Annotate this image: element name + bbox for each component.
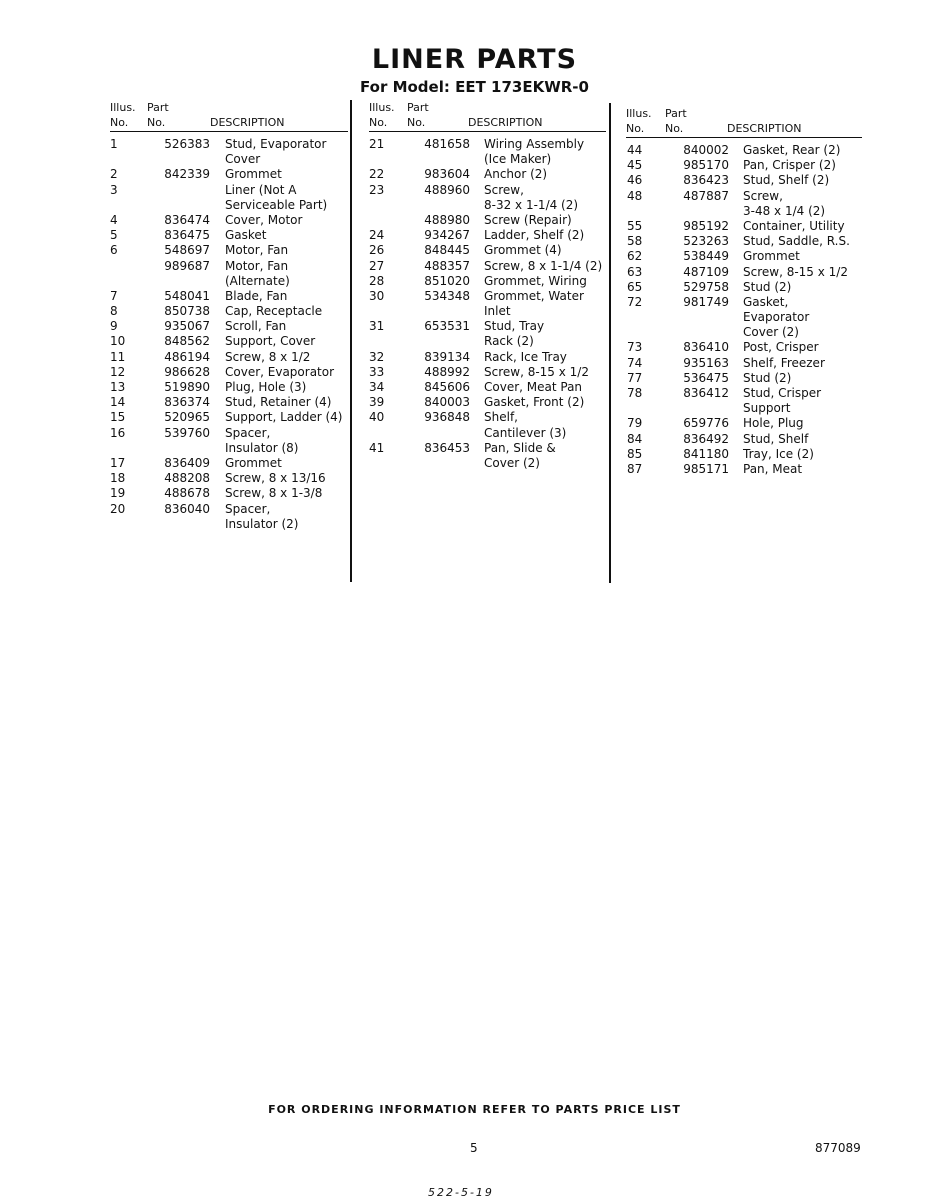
part-description: Blade, Fan [225, 288, 288, 303]
part-description: Grommet [743, 249, 800, 264]
part-description: Cover [225, 152, 261, 167]
illus-no: 11 [110, 349, 126, 364]
illus-no: 34 [369, 380, 385, 394]
illus-no: 48 [627, 188, 643, 203]
table-row [110, 456, 350, 471]
part-description: Gasket, Rear (2) [743, 143, 841, 157]
part-description: Liner (Not A [225, 182, 297, 197]
part-description: Pan, Crisper (2) [743, 158, 836, 173]
part-no-label: No. [407, 116, 426, 129]
illus-no: 13 [110, 380, 126, 394]
table-row [369, 213, 609, 228]
table-row [626, 325, 866, 340]
part-number: 848562 [164, 334, 210, 349]
table-row [110, 426, 350, 441]
part-number: 845606 [424, 380, 470, 394]
part-description: Post, Crisper [743, 340, 819, 355]
table-row [369, 319, 609, 334]
table-row [369, 456, 609, 471]
table-row [110, 213, 350, 228]
part-description: Screw, 8 x 13/16 [225, 471, 326, 486]
column-header [369, 100, 606, 130]
table-row [369, 289, 609, 304]
part-number: 840003 [424, 395, 470, 410]
table-row [110, 502, 350, 517]
illus-no: 40 [369, 410, 385, 425]
illus-no: 55 [627, 218, 643, 233]
illus-no: 5 [110, 228, 118, 243]
part-description: Insulator (8) [225, 440, 299, 455]
illus-no: 14 [110, 395, 126, 410]
part-description: (Ice Maker) [484, 152, 552, 167]
table-row [110, 471, 350, 486]
part-number: 523263 [683, 234, 729, 249]
illus-no: 10 [110, 334, 126, 349]
part-number: 836453 [424, 440, 470, 455]
part-description: Screw, 8 x 1/2 [225, 349, 311, 364]
header-rule [626, 137, 862, 138]
table-row [369, 426, 609, 441]
column-header [626, 106, 862, 136]
part-number: 539760 [164, 425, 210, 440]
table-row [369, 274, 609, 289]
part-description: (Alternate) [225, 273, 290, 288]
part-number: 488357 [424, 258, 470, 273]
description-label: DESCRIPTION [468, 116, 543, 129]
part-number: 851020 [424, 273, 470, 288]
part-description: Motor, Fan [225, 258, 289, 273]
table-row [369, 380, 609, 395]
part-description: Cover, Meat Pan [484, 380, 583, 394]
part-description: Grommet, Wiring [484, 273, 587, 288]
ordering-note: FOR ORDERING INFORMATION REFER TO PARTS PRICE LIST [268, 1103, 681, 1116]
part-description: Stud, Evaporator [225, 137, 327, 151]
table-row [110, 486, 350, 501]
part-description: Scroll, Fan [225, 319, 287, 334]
part-number: 836040 [164, 501, 210, 516]
part-number: 935163 [683, 355, 729, 370]
column-header [110, 100, 348, 130]
table-row [369, 228, 609, 243]
illus-no: 22 [369, 167, 385, 182]
part-number: 989687 [164, 258, 210, 273]
illus-no: 26 [369, 243, 385, 258]
illus-no: 33 [369, 364, 385, 379]
part-number: 520965 [164, 410, 210, 425]
part-number: 839134 [424, 349, 470, 364]
parts-list [110, 137, 350, 532]
illus-label: Illus. [626, 107, 652, 120]
table-row [110, 198, 350, 213]
illus-no: 4 [110, 212, 118, 227]
illus-no: 23 [369, 182, 385, 197]
page-title: LINER PARTS [371, 44, 578, 75]
part-description: Gasket [225, 228, 267, 243]
column-divider [609, 103, 611, 583]
part-description: Cover, Motor [225, 212, 303, 227]
part-description: Insulator (2) [225, 516, 299, 531]
table-row [369, 259, 609, 274]
table-row [369, 334, 609, 349]
page-number: 5 [470, 1141, 478, 1155]
part-description: Screw, [484, 182, 524, 197]
parts-list [626, 143, 866, 477]
table-row [626, 295, 866, 310]
parts-list [369, 137, 609, 471]
no-label: No. [626, 122, 645, 135]
no-label: No. [369, 116, 388, 129]
table-row [369, 183, 609, 198]
part-number: 836374 [164, 395, 210, 410]
part-description: Grommet (4) [484, 243, 562, 258]
illus-no: 44 [627, 143, 643, 157]
illus-no: 46 [627, 173, 643, 188]
part-description: Gasket, Front (2) [484, 395, 585, 410]
part-description: Grommet [225, 167, 282, 182]
illus-no: 85 [627, 446, 643, 461]
table-row [626, 310, 866, 325]
part-number: 836412 [683, 386, 729, 400]
part-number: 487109 [683, 264, 729, 279]
table-row [369, 410, 609, 425]
part-description: Motor, Fan [225, 243, 289, 258]
part-number: 488960 [424, 182, 470, 197]
part-description: Screw, 8-15 x 1/2 [743, 264, 848, 279]
part-description: Ladder, Shelf (2) [484, 228, 585, 243]
table-row [369, 198, 609, 213]
part-description: Stud, Shelf (2) [743, 173, 830, 188]
illus-no: 31 [369, 319, 385, 334]
illus-label: Illus. [369, 101, 395, 114]
stamp-mark: 522-5-19 [428, 1186, 494, 1199]
parts-column-3 [626, 106, 862, 476]
parts-column-2 [369, 100, 606, 470]
part-description: Support [743, 401, 791, 416]
table-row [626, 204, 866, 219]
table-row [626, 249, 866, 264]
part-number: 842339 [164, 167, 210, 182]
table-row [626, 371, 866, 386]
part-number: 488992 [424, 364, 470, 379]
part-description: Pan, Meat [743, 461, 803, 476]
table-row [626, 416, 866, 431]
part-description: Cap, Receptacle [225, 304, 323, 319]
parts-column-1 [110, 100, 348, 531]
description-label: DESCRIPTION [727, 122, 802, 135]
illus-no: 2 [110, 167, 118, 182]
table-row [626, 356, 866, 371]
part-number: 534348 [424, 288, 470, 303]
part-description: 8-32 x 1-1/4 (2) [484, 197, 579, 212]
illus-no: 30 [369, 288, 385, 303]
table-row [110, 410, 350, 425]
part-number: 935067 [164, 319, 210, 334]
table-row [110, 517, 350, 532]
part-number: 486194 [164, 349, 210, 364]
illus-no: 6 [110, 243, 118, 258]
table-row [626, 234, 866, 249]
illus-no: 87 [627, 461, 643, 476]
part-number: 850738 [164, 304, 210, 319]
model-subtitle: For Model: EET 173EKWR-0 [360, 78, 589, 96]
part-number: 836409 [164, 455, 210, 470]
part-label: Part [665, 107, 687, 120]
part-number: 481658 [424, 137, 470, 151]
illus-no: 27 [369, 258, 385, 273]
illus-no: 8 [110, 304, 118, 319]
illus-no: 79 [627, 416, 643, 431]
part-description: Evaporator [743, 310, 810, 325]
illus-no: 9 [110, 319, 118, 334]
header-rule [369, 131, 606, 132]
part-number: 519890 [164, 380, 210, 394]
part-number: 983604 [424, 167, 470, 182]
table-row [626, 462, 866, 477]
part-no-label: No. [147, 116, 166, 129]
part-description: Shelf, [484, 410, 518, 425]
table-row [626, 173, 866, 188]
part-number: 840002 [683, 143, 729, 157]
illus-no: 78 [627, 386, 643, 400]
part-number: 836475 [164, 228, 210, 243]
part-number: 936848 [424, 410, 470, 425]
part-description: Support, Ladder (4) [225, 410, 343, 425]
illus-no: 1 [110, 137, 118, 151]
header-rule [110, 131, 348, 132]
table-row [110, 350, 350, 365]
document-number: 877089 [815, 1141, 861, 1155]
table-row [369, 137, 609, 152]
part-number: 836474 [164, 212, 210, 227]
part-number: 488678 [164, 486, 210, 501]
table-row [369, 152, 609, 167]
illus-no: 16 [110, 425, 126, 440]
part-number: 836423 [683, 173, 729, 188]
part-no-label: No. [665, 122, 684, 135]
part-number: 836492 [683, 431, 729, 446]
illus-no: 73 [627, 340, 643, 355]
table-row [110, 380, 350, 395]
table-row [110, 365, 350, 380]
table-row [110, 259, 350, 274]
part-description: Screw, 8 x 1-3/8 [225, 486, 323, 501]
table-row [110, 395, 350, 410]
table-row [110, 167, 350, 182]
table-row [369, 243, 609, 258]
description-label: DESCRIPTION [210, 116, 285, 129]
part-number: 934267 [424, 228, 470, 243]
table-row [369, 304, 609, 319]
part-description: Grommet [225, 455, 282, 470]
table-row [110, 441, 350, 456]
part-description: Pan, Slide & [484, 440, 556, 455]
table-row [110, 183, 350, 198]
part-number: 488208 [164, 471, 210, 486]
part-number: 538449 [683, 249, 729, 264]
part-description: 3-48 x 1/4 (2) [743, 203, 826, 218]
part-number: 536475 [683, 370, 729, 385]
table-row [110, 137, 350, 152]
illus-no: 7 [110, 288, 118, 303]
part-label: Part [407, 101, 429, 114]
table-row [626, 432, 866, 447]
illus-label: Illus. [110, 101, 136, 114]
part-description: Spacer, [225, 425, 271, 440]
part-description: Plug, Hole (3) [225, 380, 307, 394]
table-row [369, 365, 609, 380]
part-description: Stud, Retainer (4) [225, 395, 332, 410]
table-row [110, 228, 350, 243]
part-description: Cover (2) [743, 325, 799, 340]
table-row [110, 304, 350, 319]
part-description: Inlet [484, 304, 511, 319]
part-number: 488980 [424, 212, 470, 227]
illus-no: 19 [110, 486, 126, 501]
illus-no: 21 [369, 137, 385, 151]
part-description: Anchor (2) [484, 167, 548, 182]
part-description: Rack, Ice Tray [484, 349, 567, 364]
part-number: 981749 [683, 294, 729, 309]
part-description: Cover, Evaporator [225, 364, 335, 379]
table-row [369, 350, 609, 365]
part-description: Cover (2) [484, 455, 540, 470]
table-row [626, 143, 866, 158]
column-divider [350, 100, 352, 582]
part-number: 548697 [164, 243, 210, 258]
illus-no: 62 [627, 249, 643, 264]
illus-no: 45 [627, 158, 643, 173]
table-row [626, 386, 866, 401]
part-description: Screw, [743, 188, 783, 203]
part-description: Screw, 8-15 x 1/2 [484, 364, 589, 379]
illus-no: 63 [627, 264, 643, 279]
part-description: Screw, 8 x 1-1/4 (2) [484, 258, 603, 273]
part-number: 848445 [424, 243, 470, 258]
table-row [110, 243, 350, 258]
part-description: Stud (2) [743, 370, 792, 385]
table-row [369, 167, 609, 182]
part-number: 526383 [164, 137, 210, 151]
part-description: Stud, Crisper [743, 386, 822, 400]
table-row [626, 340, 866, 355]
part-number: 841180 [683, 446, 729, 461]
illus-no: 15 [110, 410, 126, 425]
table-row [626, 280, 866, 295]
illus-no: 74 [627, 355, 643, 370]
table-row [369, 441, 609, 456]
part-number: 985171 [683, 461, 729, 476]
table-row [110, 319, 350, 334]
illus-no: 18 [110, 471, 126, 486]
part-description: Stud, Tray [484, 319, 545, 334]
part-number: 529758 [683, 279, 729, 294]
no-label: No. [110, 116, 129, 129]
illus-no: 20 [110, 501, 126, 516]
table-row [626, 219, 866, 234]
part-description: Cantilever (3) [484, 425, 567, 440]
table-row [369, 395, 609, 410]
illus-no: 3 [110, 182, 118, 197]
illus-no: 58 [627, 234, 643, 249]
table-row [110, 274, 350, 289]
table-row [110, 289, 350, 304]
part-description: Stud, Shelf [743, 431, 809, 446]
part-description: Screw (Repair) [484, 212, 572, 227]
part-number: 836410 [683, 340, 729, 355]
part-number: 659776 [683, 416, 729, 431]
illus-no: 41 [369, 440, 385, 455]
part-description: Tray, Ice (2) [743, 446, 814, 461]
table-row [110, 334, 350, 349]
part-number: 653531 [424, 319, 470, 334]
part-description: Support, Cover [225, 334, 316, 349]
table-row [626, 447, 866, 462]
part-description: Stud, Saddle, R.S. [743, 234, 850, 249]
illus-no: 24 [369, 228, 385, 243]
table-row [626, 189, 866, 204]
illus-no: 84 [627, 431, 643, 446]
part-description: Stud (2) [743, 279, 792, 294]
part-description: Spacer, [225, 501, 271, 516]
table-row [626, 158, 866, 173]
part-number: 986628 [164, 364, 210, 379]
illus-no: 77 [627, 370, 643, 385]
part-description: Wiring Assembly [484, 137, 585, 151]
part-description: Serviceable Part) [225, 197, 328, 212]
illus-no: 17 [110, 455, 126, 470]
table-row [110, 152, 350, 167]
illus-no: 32 [369, 349, 385, 364]
part-description: Hole, Plug [743, 416, 804, 431]
part-description: Grommet, Water [484, 288, 584, 303]
part-description: Container, Utility [743, 218, 845, 233]
illus-no: 72 [627, 294, 643, 309]
part-description: Shelf, Freezer [743, 355, 825, 370]
part-number: 985192 [683, 218, 729, 233]
table-row [626, 265, 866, 280]
illus-no: 39 [369, 395, 385, 410]
part-number: 487887 [683, 188, 729, 203]
illus-no: 65 [627, 279, 643, 294]
part-number: 548041 [164, 288, 210, 303]
part-description: Gasket, [743, 294, 789, 309]
illus-no: 28 [369, 273, 385, 288]
part-label: Part [147, 101, 169, 114]
table-row [626, 401, 866, 416]
part-description: Rack (2) [484, 334, 534, 349]
part-number: 985170 [683, 158, 729, 173]
illus-no: 12 [110, 364, 126, 379]
